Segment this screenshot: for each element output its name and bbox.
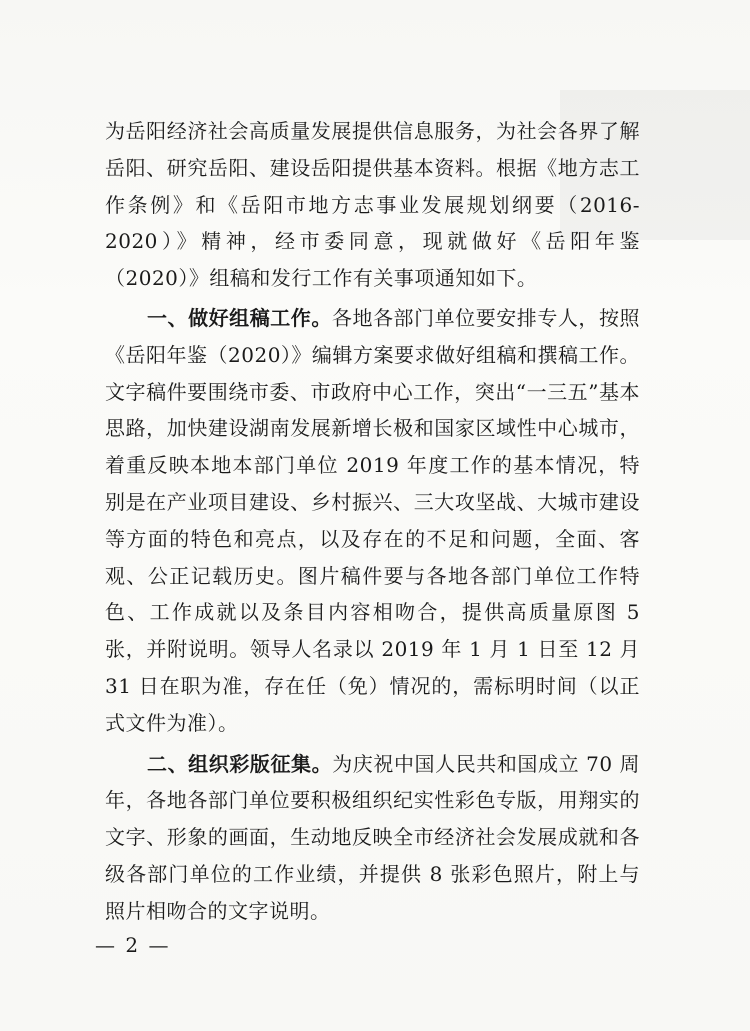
section-2-body: 为庆祝中国人民共和国成立 70 周年，各地各部门单位要积极组织纪实性彩色专版，用翔实的文字、形象的画面，生动地反映全市经济社会发展成就和各级各部门单位的工作业绩，并提供 8 张彩色照片，附上与照片相吻合的文字说明。: [105, 751, 640, 923]
document-body: [105, 113, 640, 930]
page-number: — 2 —: [95, 933, 171, 957]
section-1-body: 各地各部门单位要安排专人，按照《岳阳年鉴（2020）》编辑方案要求做好组稿和撰稿工作。文字稿件要围绕市委、市政府中心工作，突出“一三五”基本思路，加快建设湖南发展新增长极和国家区域性中心城市，着重反映本地本部门单位 2019 年度工作的基本情况，特别是在产业项目建设、乡村振兴、三大攻坚战、大城市建设等方面的特色和亮点，以及存在的不足和问题，全面、客观、公正记载历史。图片稿件要与各地各部门单位工作特色、工作成就以及条目内容相吻合，提供高质量原图 5 张，并附说明。领导人名录以 2019 年 1 月 1 日至 12 月 31 日在职为准，存在任（免）情况的，需标明时间（以正式文件为准）。: [105, 305, 641, 735]
section-1-heading: 一、做好组稿工作。: [147, 305, 332, 330]
section-1-paragraph: [105, 300, 640, 742]
paragraph-intro: 为岳阳经济社会高质量发展提供信息服务，为社会各界了解岳阳、研究岳阳、建设岳阳提供基本资料。根据《地方志工作条例》和《岳阳市地方志事业发展规划纲要（2016-2020）》精神，经市委同意，现就做好《岳阳年鉴（2020）》组稿和发行工作有关事项通知如下。: [105, 119, 640, 291]
section-2-heading: 二、组织彩版征集。: [147, 751, 333, 776]
section-2-paragraph: [105, 746, 640, 930]
